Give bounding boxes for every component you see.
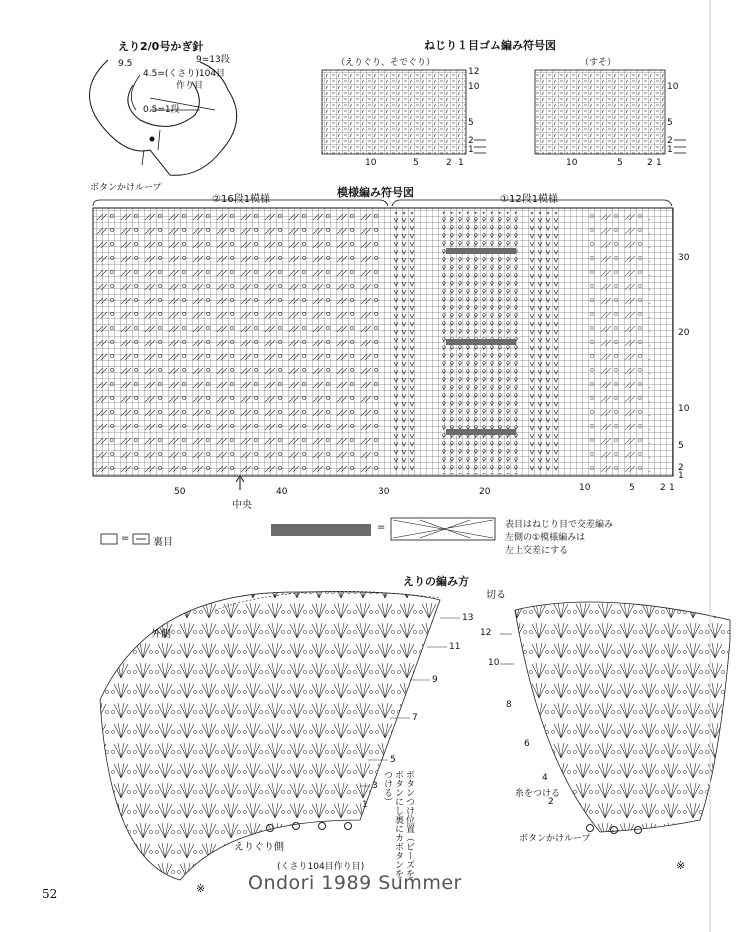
rib-left-col-10: 10 bbox=[365, 158, 377, 168]
rib-right-caption: （すそ） bbox=[580, 58, 617, 68]
legend-eq-1: = bbox=[121, 533, 130, 544]
legend-eq-2: = bbox=[377, 522, 386, 533]
rib-left-col-5: 5 bbox=[413, 158, 419, 168]
pattern-chart bbox=[93, 200, 673, 490]
right-row-8: 8 bbox=[506, 700, 512, 710]
asterisk-right: ※ bbox=[676, 859, 686, 872]
neck-side-label: えりぐり側 bbox=[234, 842, 284, 853]
rib-left-row-2: 2 bbox=[468, 136, 474, 146]
pattern-row-30: 30 bbox=[678, 253, 690, 263]
pattern-col-1: 1 bbox=[669, 483, 675, 493]
rib-right-col-1: 1 bbox=[656, 158, 662, 168]
right-row-4: 4 bbox=[542, 773, 548, 783]
rib-chart-left bbox=[322, 70, 466, 154]
rib-left-col-1: 1 bbox=[458, 158, 464, 168]
pattern-col-5: 5 bbox=[629, 483, 635, 493]
right-row-2: 2 bbox=[548, 797, 554, 807]
pattern-col-10: 10 bbox=[579, 483, 591, 493]
collar-method-title: えりの編み方 bbox=[403, 575, 469, 588]
footer-watermark: Ondori 1989 Summer bbox=[248, 872, 462, 894]
legend-note-3: 左上交差にする bbox=[505, 546, 569, 556]
pattern-row-10: 10 bbox=[678, 404, 690, 414]
label-4-5: 4.5=(くさり)104目 bbox=[143, 69, 226, 79]
rib-left-row-10: 10 bbox=[468, 82, 480, 92]
legend-purl: 裏目 bbox=[153, 537, 173, 548]
rib-chart-right bbox=[535, 70, 665, 154]
pattern-row-1: 1 bbox=[678, 471, 684, 481]
page-number: 52 bbox=[42, 887, 58, 901]
left-row-7: 7 bbox=[412, 713, 418, 723]
label-9-5: 9.5 bbox=[118, 59, 133, 69]
attach-thread-label: 糸をつける bbox=[515, 789, 561, 799]
pattern-row-2: 2 bbox=[678, 463, 684, 473]
left-repeat-label: ②16段1模様 bbox=[212, 194, 271, 205]
label-button-loop: ボタンかけループ bbox=[90, 183, 162, 193]
pattern-row-5: 5 bbox=[678, 441, 684, 451]
chain-count-label: (くさり104目作り目) bbox=[277, 862, 365, 872]
pattern-chart-title: 模様編み符号図 bbox=[337, 186, 414, 199]
rib-left-row-1: 1 bbox=[468, 145, 474, 155]
collar-title: えり2/0号かぎ針 bbox=[118, 40, 204, 53]
outer-side-label: 外側 bbox=[151, 629, 171, 640]
rib-right-row-1: 1 bbox=[667, 145, 673, 155]
rib-left-row-5: 5 bbox=[468, 118, 474, 128]
button-loop-label: ボタンかけループ bbox=[519, 834, 591, 844]
center-label: 中央 bbox=[232, 500, 252, 511]
rib-left-col-2: 2 bbox=[446, 158, 452, 168]
right-row-10: 10 bbox=[488, 658, 500, 668]
rib-left-row-12: 12 bbox=[468, 67, 480, 77]
rib-right-col-10: 10 bbox=[566, 158, 578, 168]
button-position-note: ボタンつけ位置（ビーズをボタンにし裏にカボタンをつける） bbox=[382, 770, 414, 878]
asterisk-left: ※ bbox=[196, 882, 206, 895]
legend-note-1: 表目はねじり目で交差編み bbox=[505, 520, 614, 530]
pattern-col-2: 2 bbox=[660, 483, 666, 493]
pattern-col-30: 30 bbox=[378, 487, 390, 497]
rib-left-caption: （えりぐり、そでぐり） bbox=[336, 58, 436, 68]
left-row-11: 11 bbox=[449, 642, 461, 652]
left-row-1: 1 bbox=[362, 800, 368, 810]
rib-right-row-10: 10 bbox=[667, 82, 679, 92]
rib-right-col-5: 5 bbox=[617, 158, 623, 168]
label-9: 9=13段 bbox=[196, 55, 230, 65]
pattern-row-20: 20 bbox=[678, 328, 690, 338]
rib-chart-title: ねじり１目ゴム編み符号図 bbox=[424, 39, 556, 52]
label-made: 作り目 bbox=[176, 81, 204, 91]
right-row-12: 12 bbox=[480, 628, 492, 638]
pattern-col-50: 50 bbox=[174, 487, 186, 497]
pattern-col-40: 40 bbox=[276, 487, 288, 497]
cut-label: 切る bbox=[486, 590, 506, 601]
rib-right-col-2: 2 bbox=[647, 158, 653, 168]
label-0-5: 0.5=1段 bbox=[143, 105, 180, 115]
rib-right-row-2: 2 bbox=[667, 136, 673, 146]
right-repeat-label: ①12段1模様 bbox=[500, 194, 559, 205]
left-row-9: 9 bbox=[432, 675, 438, 685]
legend-note-2: 左側の①模様編みは bbox=[505, 533, 586, 543]
right-row-6: 6 bbox=[524, 739, 530, 749]
left-row-13: 13 bbox=[462, 613, 474, 623]
left-row-3: 3 bbox=[372, 781, 378, 791]
left-row-5: 5 bbox=[390, 755, 396, 765]
rib-right-row-5: 5 bbox=[667, 118, 673, 128]
pattern-col-20: 20 bbox=[479, 487, 491, 497]
